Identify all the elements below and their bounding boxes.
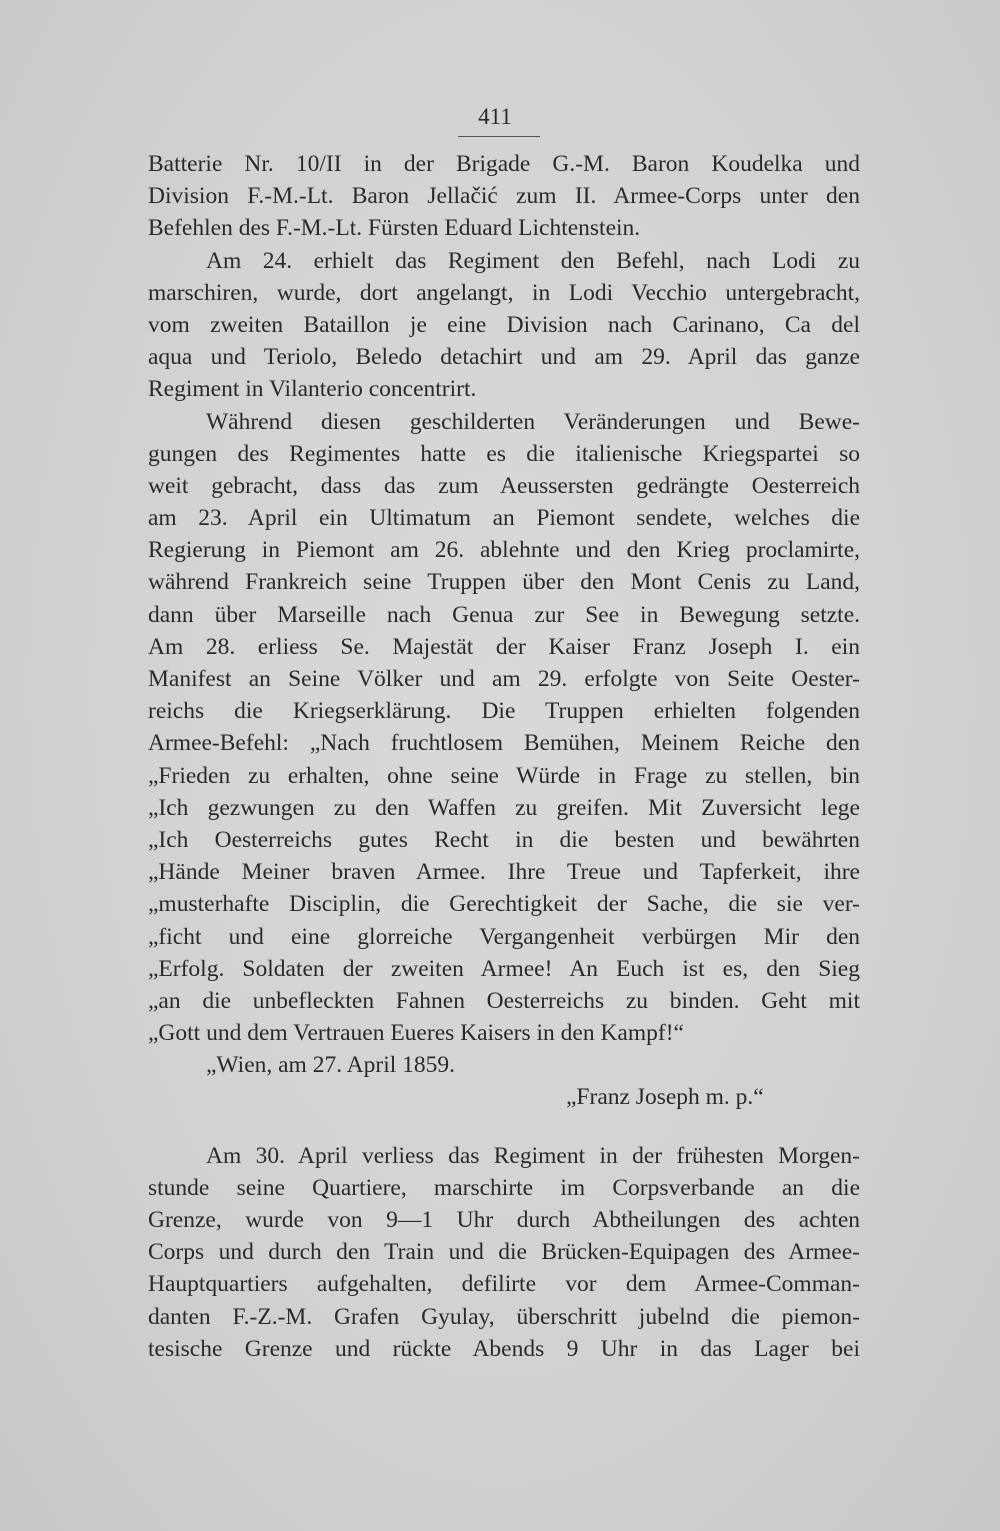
text-line: marschiren, wurde, dort angelangt, in Lodi Vecchio untergebracht, (148, 279, 860, 306)
text-line: „ficht und eine glorreiche Vergangenheit verbürgen Mir den (148, 923, 860, 950)
text-line: Während diesen geschilderten Veränderungen und Bewe- (206, 408, 860, 435)
text-line: Am 30. April verliess das Regiment in der frühesten Morgen- (206, 1142, 860, 1169)
text-line: Befehlen des F.-M.-Lt. Fürsten Eduard Lichtenstein. (148, 215, 641, 242)
text-line: „Frieden zu erhalten, ohne seine Würde in Frage zu stellen, bin (148, 762, 860, 789)
text-line: tesische Grenze und rückte Abends 9 Uhr in das Lager bei (148, 1335, 860, 1362)
text-line: danten F.-Z.-M. Grafen Gyulay, überschritt jubelnd die piemon- (148, 1303, 860, 1330)
text-line: Grenze, wurde von 9—1 Uhr durch Abtheilungen des achten (148, 1207, 860, 1233)
text-line: „Gott und dem Vertrauen Eueres Kaisers in den Kampf!“ (148, 1020, 684, 1047)
text-line: „Ich gezwungen zu den Waffen zu greifen. Mit Zuversicht lege (148, 794, 860, 821)
text-line: weit gebracht, dass das zum Aeussersten gedrängte Oesterreich (148, 472, 860, 499)
text-line: Corps und durch den Train und die Brücken-Equipagen des Armee- (148, 1239, 860, 1266)
text-line: „Hände Meiner braven Armee. Ihre Treue und Tapferkeit, ihre (148, 859, 860, 886)
text-line: dann über Marseille nach Genua zur See in Bewegung setzte. (148, 601, 860, 628)
text-line: vom zweiten Bataillon je eine Division nach Carinano, Ca del (148, 311, 860, 338)
text-line: „Ich Oesterreichs gutes Recht in die besten und bewährten (148, 826, 860, 853)
body-text (148, 148, 860, 1365)
text-line: reichs die Kriegserklärung. Die Truppen erhielten folgenden (148, 698, 860, 725)
text-line: „musterhafte Disciplin, die Gerechtigkeit der Sache, die sie ver- (148, 891, 860, 918)
text-line: „an die unbefleckten Fahnen Oesterreichs zu binden. Geht mit (148, 987, 860, 1014)
page-number: 411 (478, 104, 512, 129)
text-line: Manifest an Seine Völker und am 29. erfolgte von Seite Oester- (148, 666, 860, 692)
text-line: während Frankreich seine Truppen über den Mont Cenis zu Land, (148, 569, 860, 596)
signature-name: „Franz Joseph m. p.“ (566, 1084, 764, 1111)
text-line: Am 24. erhielt das Regiment den Befehl, nach Lodi zu (206, 247, 860, 274)
signature-place-date: „Wien, am 27. April 1859. (206, 1052, 456, 1079)
text-line: Division F.-M.-Lt. Baron Jellačić zum II. Armee-Corps unter den (148, 183, 860, 210)
paragraph-gap (148, 1114, 860, 1140)
text-line: am 23. April ein Ultimatum an Piemont sendete, welches die (148, 505, 860, 532)
text-line: „Erfolg. Soldaten der zweiten Armee! An Euch ist es, den Sieg (148, 955, 860, 982)
text-line: gungen des Regimentes hatte es die italienische Kriegspartei so (148, 440, 860, 467)
text-line: Armee-Befehl: „Nach fruchtlosem Bemühen, Meinem Reiche den (148, 730, 860, 757)
text-line: Am 28. erliess Se. Majestät der Kaiser Franz Joseph I. ein (148, 633, 860, 660)
page-number-rule (458, 136, 540, 137)
text-line: Regierung in Piemont am 26. ablehnte und den Krieg proclamirte, (148, 537, 860, 564)
text-line: Hauptquartiers aufgehalten, defilirte vor dem Armee-Comman- (148, 1271, 860, 1298)
text-line: stunde seine Quartiere, marschirte im Corpsverbande an die (148, 1174, 860, 1201)
text-line: aqua und Teriolo, Beledo detachirt und am 29. April das ganze (148, 344, 860, 371)
text-line: Batterie Nr. 10/II in der Brigade G.-M. Baron Koudelka und (148, 151, 860, 177)
text-line: Regiment in Vilanterio concentrirt. (148, 376, 477, 403)
